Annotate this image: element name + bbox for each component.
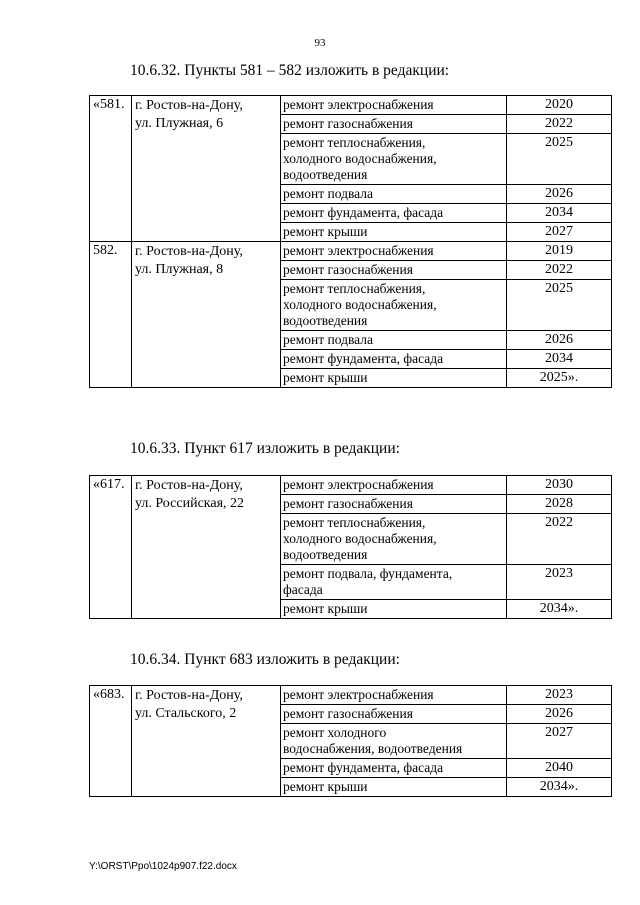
work-type	[281, 115, 507, 134]
work-line: ремонт крыши	[283, 224, 368, 239]
work-year: 2025	[507, 134, 612, 185]
address-line: ул. Стальского, 2	[135, 706, 237, 721]
work-type	[281, 350, 507, 369]
work-year: 2028	[507, 495, 612, 514]
work-line: ремонт подвала	[283, 186, 374, 201]
work-line: ремонт электроснабжения	[283, 243, 434, 258]
work-line: ремонт теплоснабжения,	[283, 281, 426, 296]
work-type	[281, 134, 507, 185]
work-line: ремонт крыши	[283, 370, 368, 385]
works-table	[89, 95, 612, 388]
work-line: ремонт фундамента, фасада	[283, 351, 444, 366]
work-line: ремонт газоснабжения	[283, 706, 413, 721]
work-line: холодного водоснабжения,	[283, 531, 437, 546]
table-body	[90, 686, 612, 797]
work-line: ремонт газоснабжения	[283, 262, 413, 277]
work-type	[281, 778, 507, 797]
works-table	[89, 685, 612, 797]
work-year: 2022	[507, 514, 612, 565]
file-path-footer: Y:\ORST\Ppo\1024p907.f22.docx	[89, 861, 237, 872]
work-line: ремонт электроснабжения	[283, 97, 434, 112]
work-year: 2026	[507, 705, 612, 724]
item-number: «683.	[90, 686, 132, 797]
work-line: водоснабжения, водоотведения	[283, 741, 463, 756]
work-line: холодного водоснабжения,	[283, 297, 437, 312]
work-line: ремонт теплоснабжения,	[283, 135, 426, 150]
item-address	[132, 96, 281, 242]
work-type	[281, 369, 507, 388]
work-line: ремонт газоснабжения	[283, 496, 413, 511]
address-line: ул. Плужная, 8	[135, 262, 224, 277]
item-number: «581.	[90, 96, 132, 242]
address-line: ул. Российская, 22	[135, 496, 245, 511]
work-type	[281, 261, 507, 280]
work-year: 2022	[507, 115, 612, 134]
work-type	[281, 242, 507, 261]
item-address	[132, 686, 281, 797]
work-type	[281, 223, 507, 242]
section-heading: 10.6.32. Пункты 581 – 582 изложить в редакции:	[130, 62, 450, 79]
work-year: 2040	[507, 759, 612, 778]
work-line: ремонт фундамента, фасада	[283, 205, 444, 220]
item-address	[132, 476, 281, 619]
work-line: ремонт электроснабжения	[283, 687, 434, 702]
page-number: 93	[314, 37, 326, 49]
work-year: 2025».	[507, 369, 612, 388]
work-type	[281, 565, 507, 600]
address-line: г. Ростов-на-Дону,	[135, 478, 243, 493]
work-line: ремонт крыши	[283, 601, 368, 616]
item-number: «617.	[90, 476, 132, 619]
work-line: фасада	[283, 582, 323, 597]
work-line: ремонт газоснабжения	[283, 116, 413, 131]
work-type	[281, 280, 507, 331]
work-year: 2023	[507, 686, 612, 705]
table-row	[90, 686, 612, 705]
table-body	[90, 476, 612, 619]
work-year: 2030	[507, 476, 612, 495]
address-line: ул. Плужная, 6	[135, 116, 224, 131]
address-line: г. Ростов-на-Дону,	[135, 688, 243, 703]
work-year: 2023	[507, 565, 612, 600]
work-year: 2026	[507, 331, 612, 350]
work-line: водоотведения	[283, 167, 368, 182]
work-year: 2034	[507, 204, 612, 223]
work-type	[281, 495, 507, 514]
works-table	[89, 475, 612, 619]
work-type	[281, 185, 507, 204]
address-line: г. Ростов-на-Дону,	[135, 98, 243, 113]
work-type	[281, 514, 507, 565]
work-type	[281, 96, 507, 115]
work-year: 2019	[507, 242, 612, 261]
work-line: ремонт теплоснабжения,	[283, 515, 426, 530]
work-type	[281, 204, 507, 223]
work-type	[281, 600, 507, 619]
work-line: водоотведения	[283, 547, 368, 562]
work-type	[281, 686, 507, 705]
work-line: ремонт подвала, фундамента,	[283, 566, 453, 581]
work-line: ремонт фундамента, фасада	[283, 760, 444, 775]
work-line: водоотведения	[283, 313, 368, 328]
work-year: 2025	[507, 280, 612, 331]
work-type	[281, 759, 507, 778]
work-line: ремонт электроснабжения	[283, 477, 434, 492]
item-address	[132, 242, 281, 388]
work-year: 2022	[507, 261, 612, 280]
work-type	[281, 331, 507, 350]
work-line: ремонт холодного	[283, 725, 387, 740]
address-line: г. Ростов-на-Дону,	[135, 244, 243, 259]
table-row	[90, 476, 612, 495]
work-year: 2027	[507, 724, 612, 759]
work-year: 2020	[507, 96, 612, 115]
work-line: ремонт крыши	[283, 779, 368, 794]
section-heading: 10.6.33. Пункт 617 изложить в редакции:	[130, 440, 400, 457]
work-year: 2034».	[507, 600, 612, 619]
table-row	[90, 242, 612, 261]
work-type	[281, 476, 507, 495]
work-year: 2027	[507, 223, 612, 242]
work-year: 2034	[507, 350, 612, 369]
work-type	[281, 705, 507, 724]
work-line: холодного водоснабжения,	[283, 151, 437, 166]
table-row	[90, 96, 612, 115]
work-line: ремонт подвала	[283, 332, 374, 347]
work-year: 2026	[507, 185, 612, 204]
work-year: 2034».	[507, 778, 612, 797]
table-body	[90, 96, 612, 388]
work-type	[281, 724, 507, 759]
section-heading: 10.6.34. Пункт 683 изложить в редакции:	[130, 651, 400, 668]
item-number: 582.	[90, 242, 132, 388]
